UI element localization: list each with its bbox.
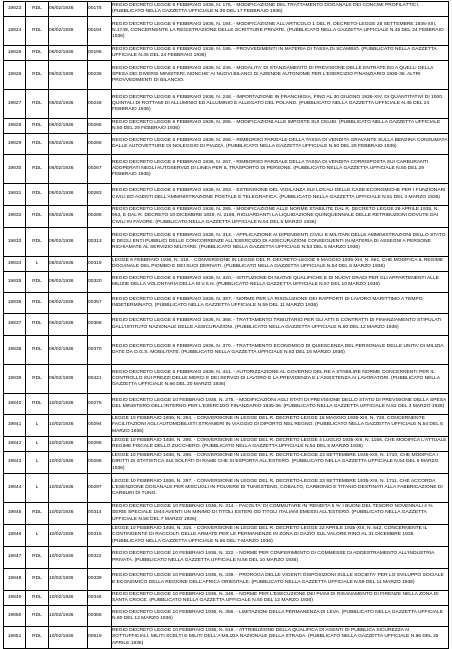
row-number: 19830 — [4, 155, 26, 184]
row-number: 19847 — [4, 547, 26, 569]
act-description: REGIO DECRETO LEGGE 6 FEBBRAIO 1936, N. 283. - ESTENSIONE DEL VIGILANZA SUI LOCALI DELLE CASE ECONOMICHE PER I FUNZIONARI CIVILI ED AGENTI DELL'AMMINISTRAZIONE POSTALE E TELEGRAFICA. (PUBBLICATO NELLA GAZZETTA UFFICIALE N.51 DEL 4 MARZO 1936) — [112, 184, 449, 206]
table-row — [4, 437, 449, 452]
act-code: 00285 — [88, 206, 112, 228]
act-type: RDL — [26, 228, 49, 257]
table-row — [4, 336, 449, 365]
act-type: RDL — [26, 2, 49, 17]
act-type: RDL — [26, 547, 49, 569]
act-type: RDL — [26, 314, 49, 336]
act-date: 06/02/1936 — [49, 314, 88, 336]
act-date: 10/02/1936 — [49, 547, 88, 569]
act-date: 06/02/1936 — [49, 184, 88, 206]
act-code: 00236 — [88, 61, 112, 90]
act-type: RDL — [26, 627, 49, 649]
row-number: 19829 — [4, 134, 26, 155]
row-number: 19839 — [4, 365, 26, 394]
row-number: 19836 — [4, 293, 26, 314]
row-number: 19834 — [4, 257, 26, 272]
table-row — [4, 155, 449, 184]
act-description: REGIO DECRETO LEGGE 10 FEBBRAIO 1936, N. 275. - MODIFICAZIONI AGLI STATI DI PREVISIONE DELLO STATO DI PREVISIONE DELLA SPESA DEL MINISTERO DELL'INTERNO PER L'ESERCIZIO FINANZIARIO 1935-36. (PUBBLICATO NELLA GAZZETTA UFFICIALE N.52 DEL 3 MARZO 1936) — [112, 394, 449, 415]
table-row — [4, 272, 449, 293]
table-row — [4, 314, 449, 336]
act-code: 00266 — [88, 134, 112, 155]
act-description: REGIO DECRETO LEGGE 10 FEBBRAIO 1936, N. 346. - NORME PER L'ESECUZIONE DEI PIANI DI RISANAMENTO DI FIRENZE NELLA ZONA DI SANTA CROCE. (PUBBLICATO NELLA GAZZETTA UFFICIALE N.60 DEL 12 MARZO 1936) — [112, 591, 449, 606]
act-description: LEGGE 10 FEBBRAIO 1936, N. 294. - CONVERSIONE IN LEGGE DEL R. DECRETO LEGGE 16 MAGGIO 1935-XIII, N. 726, CONCERNENTE FACILITAZIONI AGLI AUTOMOBILISTI STRANIERI IN VIAGGIO DI DIPORTO NEL REGNO. (PUBBLICATO NELLA GAZZETTA UFFICIALE N.54 DEL 5 MARZO 1936) — [112, 415, 449, 437]
act-description: REGIO DECRETO LEGGE 10 FEBBRAIO 1936, N. 322. - NORME PER CONFERIMENTO DI COMMESSE DI ADDESTRAMENTO ALL'INDUSTRIA PRIVATA. (PUBBLICATO NELLA GAZZETTA UFFICIALE N.56 DEL 10 MARZO 1936) — [112, 547, 449, 569]
row-number: 19845 — [4, 503, 26, 525]
act-code: 00421 — [88, 365, 112, 394]
act-code: 00357 — [88, 293, 112, 314]
row-number: 19827 — [4, 90, 26, 119]
act-type: RDL — [26, 61, 49, 90]
row-number: 19826 — [4, 61, 26, 90]
act-code: 00296 — [88, 452, 112, 474]
act-date: 06/02/1936 — [49, 336, 88, 365]
act-code: 00322 — [88, 547, 112, 569]
act-description: REGIO DECRETO LEGGE 10 FEBBRAIO 1936, N. 619. - ATTRIBUZIONE DELLA QUALIFICA DI AGENTI DI PUBBLICA SICUREZZA AI SOTTUFFICIALI, MILITI SCELTI E MILITI DELL'A MILIZIA NAZIONALE DELLA STRADA. (PUBBLICATO NELLA GAZZETTA UFFICIALE N.96 DEL 25 APRILE 1936) — [112, 627, 449, 649]
row-number: 19838 — [4, 336, 26, 365]
act-code: 00316 — [88, 525, 112, 547]
act-date: 10/02/1936 — [49, 569, 88, 591]
act-type: RDL — [26, 155, 49, 184]
act-date: 06/02/1936 — [49, 46, 88, 61]
act-date: 10/02/1936 — [49, 437, 88, 452]
act-description: REGIO DECRETO LEGGE 6 FEBBRAIO 1936, N. 266. - RIMBORSO PARZIALE DELLA TASSA DI VENDITA GRAVANTE SULLA BENZINA CONSUMATA DALLE AUTOVETTURE DI NOLEGGIO DI PIAZZA. (PUBBLICATO NELLA GAZZETTA UFFICIALE N.50 DEL 29 FEBBRAIO 1936) — [112, 134, 449, 155]
act-date: 10/02/1936 — [49, 525, 88, 547]
act-type: L — [26, 452, 49, 474]
act-date: 06/02/1936 — [49, 272, 88, 293]
act-code: 00275 — [88, 394, 112, 415]
act-type: RDL — [26, 394, 49, 415]
row-number: 19835 — [4, 272, 26, 293]
act-code: 00297 — [88, 474, 112, 503]
act-date: 10/02/1936 — [49, 394, 88, 415]
act-date: 06/02/1936 — [49, 293, 88, 314]
act-type: RDL — [26, 503, 49, 525]
act-description: REGIO DECRETO LEGGE 6 FEBBRAIO 1936, N. 370. - TRATTAMENTO ECONOMICO DI QUIESCENZA DEL PERSONALE DELLE UNITA' DI MILIZIA DATE DA O.G.S. MOBILITATE. (PUBBLICATO NELLA GAZZETTA UFFICIALE N.63 DEL 16 MARZO 1936) — [112, 336, 449, 365]
act-description: LEGGE 10 FEBBRAIO 1936, N. 295. - CONVERSIONE IN LEGGE DEL R. DECRETO LEGGE 4 LUGLIO 1935-XIII, N. 1156, CHE MODIFICA L'ATTUALE REGIME FISCALE DELLO ZUCCHERO. (PUBBLICATO NELLA GAZZETTA UFFICIALE N.54 DEL 5 MARZO 1936) — [112, 437, 449, 452]
row-number: 19850 — [4, 606, 26, 627]
act-description: REGIO DECRETO LEGGE 6 FEBBRAIO 1936, N. 368. - TRATTAMENTO TRIBUTARIO PER GLI ATTI E CONTRATTI DI FINANZIAMENTO STIPULATI DALL'ISTITUTO NAZIONALE DELLE ASSICURAZIONI. (PUBBLICATO NELLA GAZZETTA UFFICIALE N.60 DEL 12 MARZO 1936) — [112, 314, 449, 336]
act-type: RDL — [26, 17, 49, 46]
act-description: LEGGE 10 FEBBRAIO 1936, N. 296. - CONVERSIONE IN LEGGE DEL R. DECRETO-LEGGE 23 SETTEMBRE 1935-XIII, N. 1710, CHE MODIFICA I DIRITTI DI STATISTICA SUI SOLFATI DI RAME CHE SI ESPORTA ALL'ESTERO. (PUBBLICATO NELLA GAZZETTA UFFICIALE N.54 DEL 5 MARZO 1936) — [112, 452, 449, 474]
row-number: 19832 — [4, 206, 26, 228]
act-type: RDL — [26, 606, 49, 627]
act-date: 06/02/1936 — [49, 155, 88, 184]
act-code: 00320 — [88, 272, 112, 293]
act-description: LEGGE 6 FEBBRAIO 1936, N. 319. - CONVERSIONE IN LEGGE DEL R. DECRETO-LEGGE 9 MAGGIO 1935-XIII, N. 661, CHE MODIFICA IL REGIME DOGANALE DEL PIOMBO E DEI SUOI DERIVATI. (PUBBLICATO NELLA GAZZETTA UFFICIALE N.54 DEL 6 MARZO 1936) — [112, 257, 449, 272]
act-date: 06/02/1936 — [49, 2, 88, 17]
decree-register-table — [3, 1, 449, 649]
act-description: REGIO DECRETO LEGGE 6 FEBBRAIO 1936, N. 236. - MODALITA' DI STANZIAMENTO DI PREVISIONE DELLE ENTRATE ED A QUELLI DELLA SPESA DEI DIVERSI MINISTERI, NONCHE' AI NUOVI BILANCI DI AZIENDE AUTONOME PER L'ESERCIZIO FINANZIARIO 1935-36. ALTRI PROVVEDIMENTI DI BILANCIO. — [112, 61, 449, 90]
act-code: 00346 — [88, 591, 112, 606]
act-date: 06/02/1936 — [49, 61, 88, 90]
act-type: RDL — [26, 365, 49, 394]
row-number: 19844 — [4, 474, 26, 503]
act-code: 00267 — [88, 155, 112, 184]
table-row — [4, 394, 449, 415]
act-description: REGIO DECRETO LEGGE 6 FEBBRAIO 1936, N. 265. - MODIFICAZIONI ALLE IMPOSTE SUI CELIBI. (PUBBLICATO NELLA GAZZETTA UFFICIALE N.50 DEL 29 FEBBRAIO 1936) — [112, 119, 449, 134]
act-code: 00294 — [88, 415, 112, 437]
act-code: 00319 — [88, 257, 112, 272]
act-code: 00248 — [88, 90, 112, 119]
table-row — [4, 46, 449, 61]
row-number: 19846 — [4, 525, 26, 547]
act-type: RDL — [26, 206, 49, 228]
act-type: L — [26, 257, 49, 272]
table-row — [4, 474, 449, 503]
table-row — [4, 119, 449, 134]
row-number: 19825 — [4, 46, 26, 61]
table-row — [4, 591, 449, 606]
row-number: 19828 — [4, 119, 26, 134]
table-row — [4, 206, 449, 228]
table-row — [4, 525, 449, 547]
act-type: L — [26, 437, 49, 452]
act-date: 10/02/1936 — [49, 503, 88, 525]
table-row — [4, 257, 449, 272]
act-code: 00339 — [88, 569, 112, 591]
row-number: 19851 — [4, 627, 26, 649]
act-code: 00356 — [88, 606, 112, 627]
act-description: REGIO DECRETO LEGGE 6 FEBBRAIO 1936, N. 320. - ISTITUZIONE DI NUOVE QUALIFICHE E DI NUOVI GRADI PER GLI APPARTENENTI ALLE MILIZIE DELLA VOLONTARIA DELLA M.V.S.N. (PUBBLICATO NELLA GAZZETTA UFFICIALE N.57 DEL 10 MARZO 1936) — [112, 272, 449, 293]
act-date: 06/02/1936 — [49, 119, 88, 134]
row-number: 19848 — [4, 569, 26, 591]
act-type: L — [26, 525, 49, 547]
table-row — [4, 569, 449, 591]
act-date: 06/02/1936 — [49, 17, 88, 46]
table-row — [4, 61, 449, 90]
act-type: RDL — [26, 46, 49, 61]
act-code: 00619 — [88, 627, 112, 649]
act-code: 00368 — [88, 314, 112, 336]
table-body — [4, 2, 449, 649]
act-code: 00265 — [88, 119, 112, 134]
row-number: 19837 — [4, 314, 26, 336]
row-number: 19849 — [4, 591, 26, 606]
row-number: 19843 — [4, 452, 26, 474]
table-row — [4, 90, 449, 119]
act-description: REGIO DECRETO LEGGE 6 FEBBRAIO 1936, N. 248. - IMPORTAZIONE IN FRANCHIGIA, FINO AL 30 GIUGNO 1936-XIV, DI QUANTITATIVI DI 1000 QUINTALI DI ROTTAMI DI ALLUMINIO ED ALLUMINIO E ALLEGATO DEL POLAND. (PUBBLICATO NELLA GAZZETTA UFFICIALE N.45 DEL 24 FEBBRAIO 1936) — [112, 90, 449, 119]
act-type: RDL — [26, 293, 49, 314]
act-date: 06/02/1936 — [49, 365, 88, 394]
act-type: L — [26, 415, 49, 437]
act-description: REGIO DECRETO LEGGE 6 FEBBRAIO 1936, N. 195. - PROVVEDIMENTI IN MATERIA DI TASSA DI SCAMBIO. (PUBBLICATO NELLA GAZZETTA UFFICIALE N.45 DEL 24 FEBBRAIO 1936) — [112, 46, 449, 61]
act-type: RDL — [26, 591, 49, 606]
table-row — [4, 134, 449, 155]
act-code: 00295 — [88, 437, 112, 452]
table-row — [4, 503, 449, 525]
act-type: RDL — [26, 90, 49, 119]
act-description: REGIO DECRETO LEGGE 6 FEBBRAIO 1936, N. 313. - APPLICAZIONE AI DIPENDENTI CIVILI E MILITARI DELLE AMMINISTRAZIONI DELLO STATO E DEGLI ENTI PUBBLICI DELLE CONCORRENZE ALL'ESERCIZIO DI ASSICURAZIONI CONSEGUENTI IN MATERIA DI ASSEGNI A PERSONE RICHIAMATE AL SERVIZIO MILITARE. (PUBBLICATO NELLA GAZZETTA UFFICIALE N.53 DEL 5 MARZO 1936) — [112, 228, 449, 257]
table-row — [4, 627, 449, 649]
table-row — [4, 184, 449, 206]
row-number: 19833 — [4, 228, 26, 257]
act-date: 06/02/1936 — [49, 134, 88, 155]
table-row — [4, 606, 449, 627]
act-description: REGIO DECRETO LEGGE 10 FEBBRAIO 1936, N. 314. - FACOLTA' DI COMMUTARE IN 'RENDITA 5 %' I BUONI DEL TESORO NOVENNALI 4 % SERIE SPECIALE 1944 AVENTI UN MINIMO DI TITOLI ESTERI OD TITOLI ITALIANI EMESSI ALL'ESTERO. (PUBBLICATO NELLA GAZZETTA UFFICIALE N.56 DEL 7 MARZO 1936) — [112, 503, 449, 525]
act-date: 10/02/1936 — [49, 606, 88, 627]
table-row — [4, 365, 449, 394]
act-code: 00283 — [88, 184, 112, 206]
table-row — [4, 452, 449, 474]
row-number: 19831 — [4, 184, 26, 206]
act-description: REGIO DECRETO LEGGE 6 FEBBRAIO 1936, N. 267. - RIMBORSO PARZIALE DELLA TASSA DI VENDITA CORRISPOSTA SUI CARBURANTI ADOPERATI NEGLI AUTOSERVIZI DI LINEA PER IL TRASPORTO DI PERSONE. (PUBBLICATO NELLA GAZZETTA UFFICIALE N.50 DEL 29 FEBBRAIO 1936) — [112, 155, 449, 184]
act-code: 00175 — [88, 2, 112, 17]
table-row — [4, 228, 449, 257]
act-description: REGIO DECRETO LEGGE 6 FEBBRAIO 1936, N. 357. - NORME PER LA RISOLUZIONE DEI RAPPORTI DI LAVORO MARITTIMO A TEMPO INDETERMINATO. (PUBBLICATO NELLA GAZZETTA UFFICIALE N.59 DEL 11 MARZO 1936) — [112, 293, 449, 314]
act-date: 10/02/1936 — [49, 591, 88, 606]
act-date: 06/02/1936 — [49, 257, 88, 272]
act-date: 06/02/1936 — [49, 206, 88, 228]
act-description: REGIO DECRETO LEGGE 6 FEBBRAIO 1936, N. 175. - MODIFICAZIONE DEL TRATTAMENTO DOGANALE DEI CONCIMI PROFILATTICI. (PUBBLICATO NELLA GAZZETTA UFFICIALE N.39 DEL 17 FEBBRAIO 1936) — [112, 2, 449, 17]
act-description: REGIO DECRETO LEGGE 10 FEBBRAIO 1936, N. 339. - PROROGA DELLE VIGENTI DISPOSIZIONI SULLE SOCIETA' PER LO SVILUPPO SOCIALE E ECONOMICO DELLA REGIONE DELL'AFRICA ORIENTALE. (PUBBLICATO NELLA GAZZETTA UFFICIALE N.59 DEL 11 MARZO 1936) — [112, 569, 449, 591]
act-description: LEGGE 10 FEBBRAIO 1936, N. 297. - CONVERSIONE IN LEGGE DEL R. DECRETO-LEGGE 23 SETTEMBRE 1935-XIII, N. 1711, CHE ACCORDA L'ESENZIONE DOGANALE PER MISCUGLI IN POLVERE DI TUNGSTENO, COBALTO, CARBONIO E TITANIO DESTINATI ALLA FABBRICAZIONE DI CARBURI DI TUNG. — [112, 474, 449, 503]
act-type: RDL — [26, 569, 49, 591]
row-number: 19823 — [4, 2, 26, 17]
act-type: L — [26, 474, 49, 503]
table-row — [4, 2, 449, 17]
act-date: 10/02/1936 — [49, 415, 88, 437]
act-type: RDL — [26, 134, 49, 155]
table-row — [4, 293, 449, 314]
table-row — [4, 547, 449, 569]
row-number: 19840 — [4, 394, 26, 415]
act-date: 06/02/1936 — [49, 90, 88, 119]
row-number: 19841 — [4, 415, 26, 437]
act-description: LEGGE 10 FEBBRAIO 1936, N. 316. - CONVERSIONE IN LEGGE DEL R. DECRETO LEGGE 22 APRILE 1935-XIII, N. 542, CONCERNENTE IL CONTINGENTE DI RACCOLTI DELLE ARMATE PER LE PERMANENZE IN ZONA DI DAZIO SUL VALORE RINO AL 31 DICEMBRE 1935. (PUBBLICATO NELLA GAZZETTA UFFICIALE N.56 DEL 7 MARZO 1936) — [112, 525, 449, 547]
act-description: REGIO DECRETO LEGGE 6 FEBBRAIO 1936, N. 194. - MODIFICAZIONE ALL'ARTICOLO 1 DEL R. DECRETO-LEGGE 28 SETTEMBRE 1935-XIII, N.1749, CONCERNENTE LA REGISTRAZIONE DELLE SCRITTURE PRIVATE. (PUBBLICATO NELLA GAZZETTA UFFICIALE N.45 DEL 24 FEBBRAIO 1936) — [112, 17, 449, 46]
act-code: 00313 — [88, 228, 112, 257]
row-number: 19824 — [4, 17, 26, 46]
act-code: 00370 — [88, 336, 112, 365]
table-row — [4, 17, 449, 46]
act-type: RDL — [26, 336, 49, 365]
act-code: 00195 — [88, 46, 112, 61]
act-code: 00314 — [88, 503, 112, 525]
act-date: 06/02/1936 — [49, 228, 88, 257]
act-type: RDL — [26, 272, 49, 293]
act-type: RDL — [26, 119, 49, 134]
act-date: 10/02/1936 — [49, 452, 88, 474]
table-row — [4, 415, 449, 437]
act-date: 10/02/1936 — [49, 627, 88, 649]
act-description: REGIO DECRETO LEGGE 10 FEBBRAIO 1936, N. 356. - LIMITAZIONI DELLA PERMANENZA DI LEVA. (PUBBLICATO NELLA GAZZETTA UFFICIALE N.60 DEL 12 MARZO 1936) — [112, 606, 449, 627]
act-type: RDL — [26, 184, 49, 206]
act-code: 00194 — [88, 17, 112, 46]
row-number: 19842 — [4, 437, 26, 452]
act-date: 10/02/1936 — [49, 474, 88, 503]
act-description: REGIO DECRETO LEGGE 6 FEBBRAIO 1936, N. 285. - MODIFICAZIONE ALLE NORME STABILITE DAL R. DECRETO LEGGE 29 APRILE 1935, N. 963, E DAL R. DECRETO 10 DICEMBRE 1929, N. 2186, RIGUARDANTI LA LIQUIDAZIONE QUINQUENNALE DELLE RETRIBUZIONI DOVUTE DAI CIVILI IN FAVORE. (PUBBLICATO NELLA GAZZETTA UFFICIALE N.54 DEL 5 MARZO 1936) — [112, 206, 449, 228]
act-description: REGIO DECRETO LEGGE 6 FEBBRAIO 1936, N. 421. - AUTORIZZAZIONE AL GOVERNO DEL RE A STABILIRE NORME CONCERNENTI PER IL CONTROLLO SUI PREZZI DELLE MERCI E DEI SERVIZI DI LAVORO E LA PREVIDENZA E L'ASSISTENZA AI LAVORATORI. (PUBBLICATO NELLA GAZZETTA UFFICIALE N.66 DEL 20 MARZO 1936) — [112, 365, 449, 394]
